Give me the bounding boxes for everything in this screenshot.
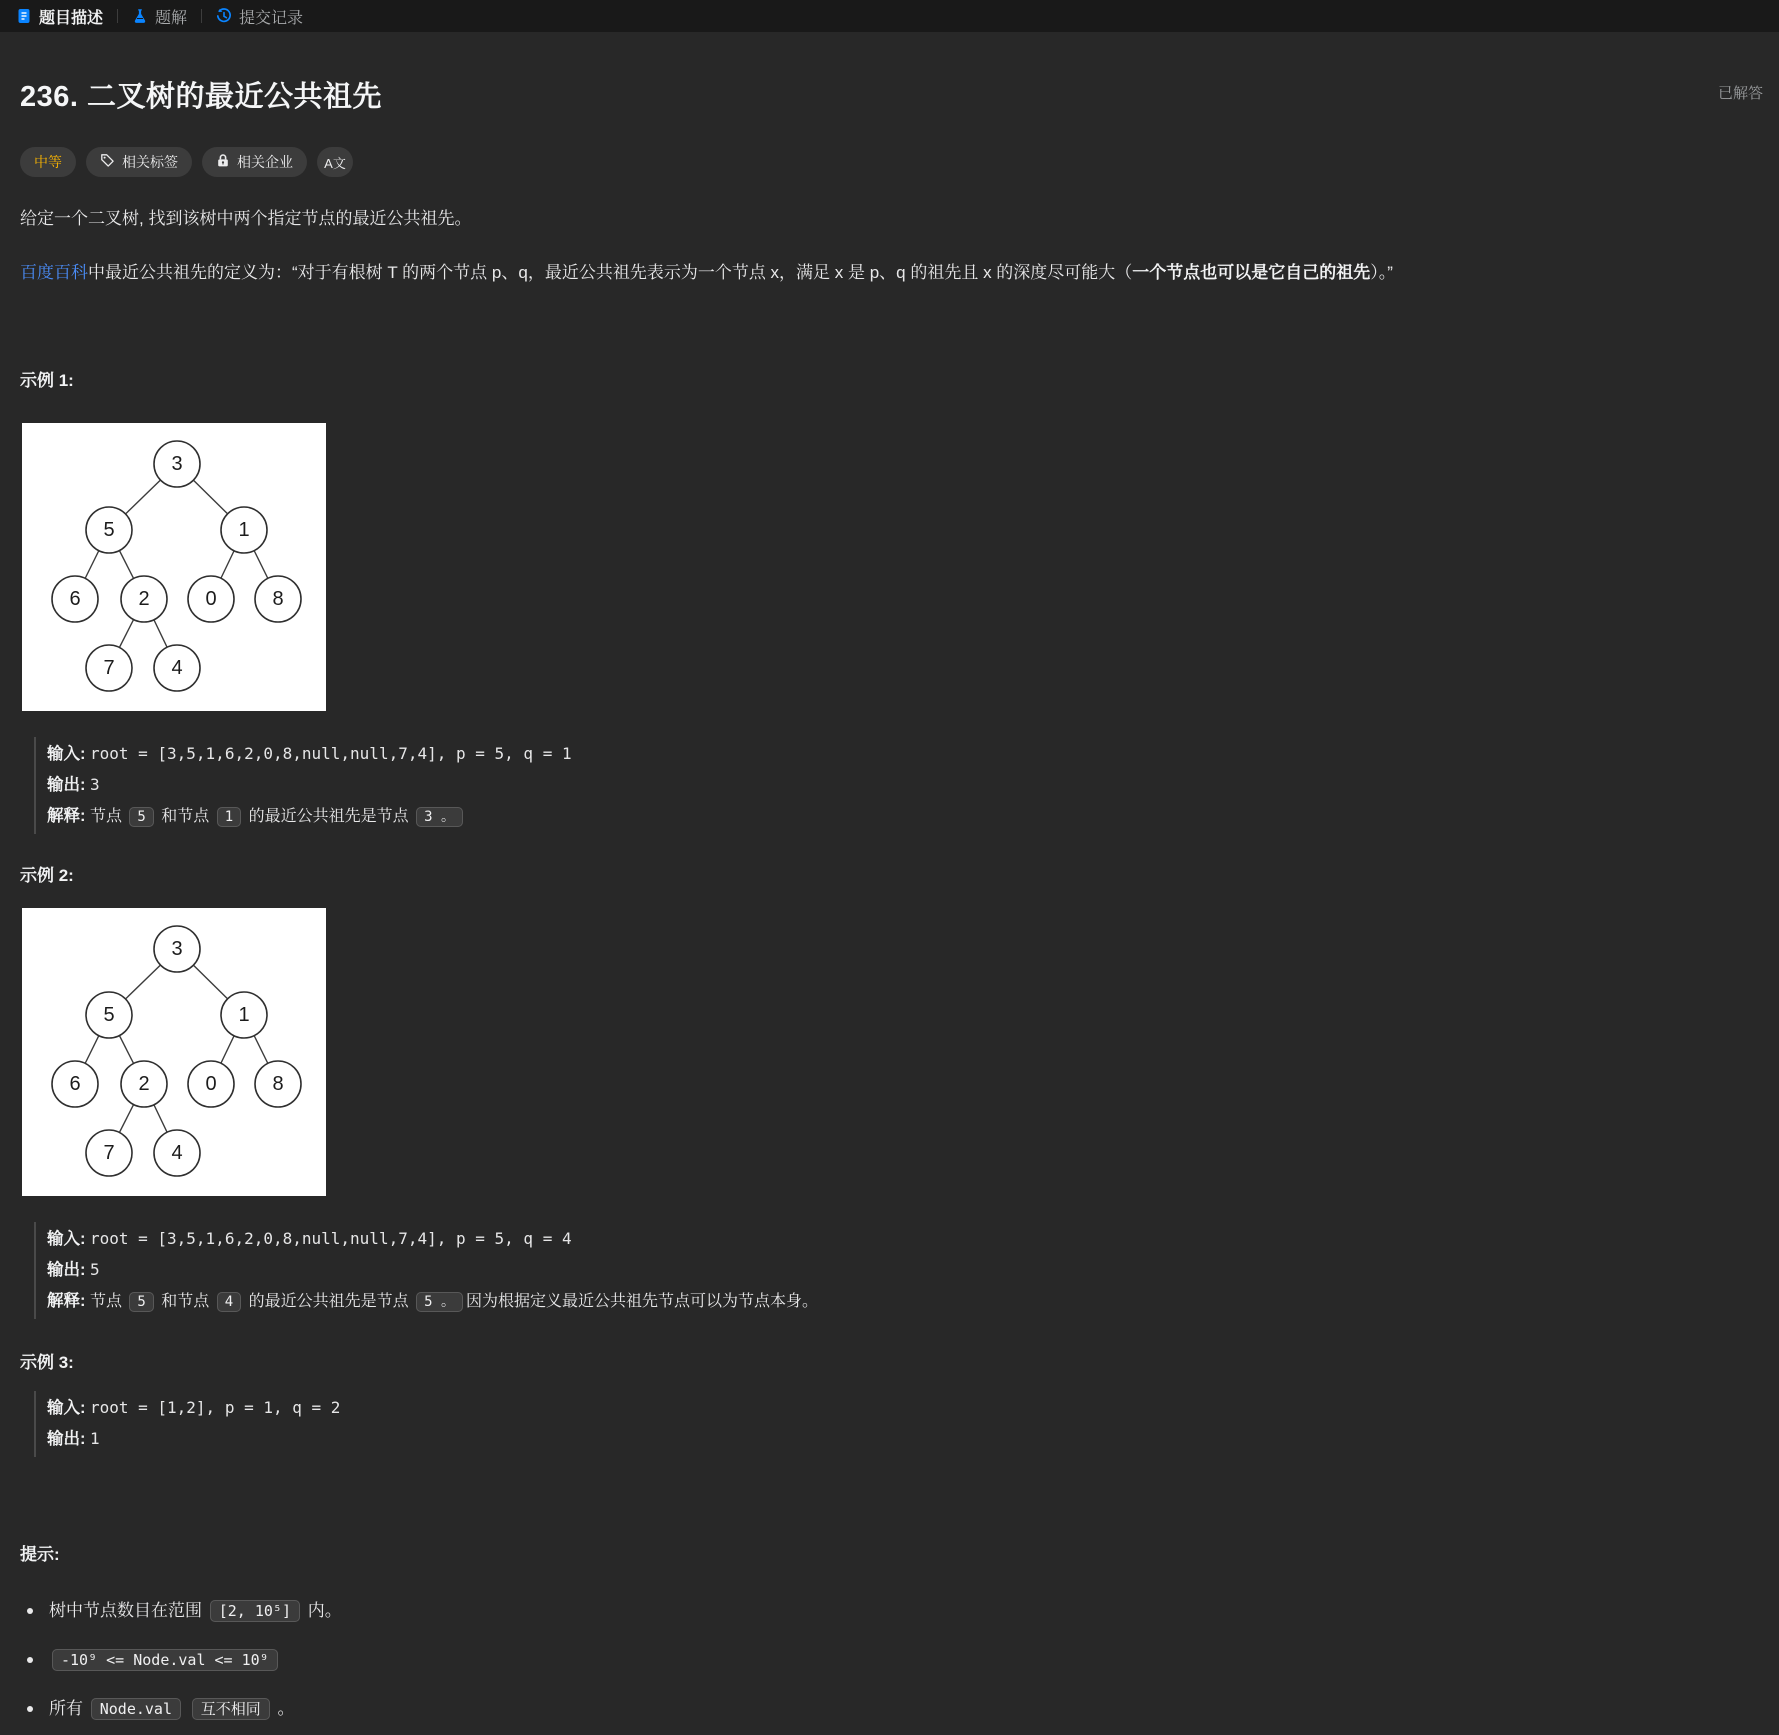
explanation-line (47, 801, 1759, 832)
tab-label: 题目描述 (39, 9, 104, 27)
svg-text:7: 7 (103, 1142, 115, 1164)
tab-label: 题解 (155, 9, 188, 27)
example-2-block (34, 1222, 1759, 1319)
hint-item (20, 1597, 1759, 1625)
inline-code: Node.val (91, 1698, 181, 1720)
badge-label: 相关企业 (237, 154, 293, 170)
translate-button[interactable]: A文 (317, 147, 353, 177)
svg-text:8: 8 (272, 588, 284, 610)
input-line (47, 1224, 1759, 1255)
definition-paragraph (20, 261, 1759, 285)
inline-code: 5 (129, 807, 153, 827)
svg-text:4: 4 (171, 1142, 183, 1164)
example-1-heading: 示例 1: (20, 371, 74, 390)
input-label: 输入: (47, 1230, 86, 1248)
explanation-label: 解释: (47, 1292, 86, 1310)
svg-text:6: 6 (69, 588, 81, 610)
input-value: root = [3,5,1,6,2,0,8,null,null,7,4], p = 5, q = 4 (89, 1229, 572, 1248)
hint-text (49, 1597, 342, 1625)
example-1-tree-image (22, 423, 326, 711)
inline-code: [2, 10⁵] (210, 1600, 300, 1622)
inline-code: -10⁹ <= Node.val <= 10⁹ (52, 1649, 278, 1671)
svg-text:5: 5 (103, 1004, 115, 1026)
svg-text:0: 0 (205, 1073, 217, 1095)
baidu-baike-link[interactable]: 百度百科 (20, 263, 88, 282)
inline-code: 1 (217, 807, 241, 827)
text-segment (184, 1699, 189, 1718)
bold-text: 一个节点也可以是它自己的祖先 (1132, 263, 1371, 282)
inline-code: 5 。 (416, 1292, 463, 1312)
text-segment: 节点 (89, 1293, 127, 1310)
explanation-text (90, 1293, 818, 1310)
example-2-tree-image (22, 908, 326, 1196)
svg-text:1: 1 (238, 1004, 250, 1026)
binary-tree-svg (22, 908, 326, 1196)
text-segment: 和节点 (156, 1293, 214, 1310)
input-label: 输入: (47, 1399, 86, 1417)
tab-solutions[interactable] (128, 5, 191, 28)
inline-code: 5 (129, 1292, 153, 1312)
solved-status-badge: 已解答 (1717, 85, 1763, 102)
tag-icon (100, 153, 115, 171)
text-segment: 因为根据定义最近公共祖先节点可以为节点本身。 (465, 1293, 818, 1310)
output-value: 1 (89, 1429, 100, 1448)
inline-code: 3 。 (416, 807, 463, 827)
tab-bar (0, 0, 1779, 32)
inline-code: 4 (217, 1292, 241, 1312)
tab-submissions[interactable] (212, 5, 307, 28)
example-2-heading: 示例 2: (20, 866, 74, 885)
inline-code: 互不相同 (192, 1698, 270, 1720)
svg-text:2: 2 (138, 1073, 150, 1095)
svg-text:3: 3 (171, 938, 183, 960)
svg-text:2: 2 (138, 588, 150, 610)
input-line (47, 1393, 1759, 1424)
example-1-block (34, 737, 1759, 834)
bullet-icon (27, 1608, 33, 1614)
input-label: 输入: (47, 745, 86, 763)
hints-heading: 提示: (20, 1545, 60, 1564)
document-icon (16, 8, 32, 24)
text-segment: 和节点 (156, 808, 214, 825)
explanation-label: 解释: (47, 807, 86, 825)
explanation-text (90, 808, 466, 825)
svg-text:0: 0 (205, 588, 217, 610)
bullet-icon (27, 1706, 33, 1712)
badge-row (20, 147, 1759, 177)
example-3-heading: 示例 3: (20, 1353, 74, 1372)
svg-text:5: 5 (103, 519, 115, 541)
text-segment: 树中节点数目在范围 (49, 1601, 207, 1620)
svg-text:7: 7 (103, 657, 115, 679)
related-companies-button[interactable] (202, 147, 307, 177)
hint-list (20, 1597, 1759, 1723)
difficulty-badge[interactable]: 中等 (20, 147, 76, 177)
hint-item (20, 1695, 1759, 1723)
text-segment: 的最近公共祖先是节点 (244, 1293, 414, 1310)
svg-text:3: 3 (171, 453, 183, 475)
binary-tree-svg (22, 423, 326, 711)
tab-divider (117, 9, 118, 23)
tab-divider (201, 9, 202, 23)
hint-text (49, 1646, 281, 1674)
text-segment: 节点 (89, 808, 127, 825)
bullet-icon (27, 1657, 33, 1663)
svg-text:1: 1 (238, 519, 250, 541)
output-line (47, 770, 1759, 801)
text-segment: 内。 (302, 1601, 342, 1620)
output-label: 输出: (47, 776, 86, 794)
input-value: root = [1,2], p = 1, q = 2 (89, 1398, 341, 1417)
hint-item (20, 1646, 1759, 1674)
tab-label: 提交记录 (239, 9, 304, 27)
svg-text:4: 4 (171, 657, 183, 679)
problem-intro: 给定一个二叉树, 找到该树中两个指定节点的最近公共祖先。 (20, 209, 472, 228)
badge-label: 相关标签 (122, 154, 178, 170)
output-line (47, 1255, 1759, 1286)
title-row (20, 74, 1763, 115)
page-title: 236. 二叉树的最近公共祖先 (20, 81, 382, 113)
output-line (47, 1424, 1759, 1455)
text-segment: 。 (272, 1699, 295, 1718)
output-value: 5 (89, 1260, 100, 1279)
input-value: root = [3,5,1,6,2,0,8,null,null,7,4], p = 5, q = 1 (89, 744, 572, 763)
svg-text:6: 6 (69, 1073, 81, 1095)
history-icon (216, 8, 232, 24)
problem-content (0, 74, 1779, 1735)
related-tags-button[interactable] (86, 147, 192, 177)
output-label: 输出: (47, 1430, 86, 1448)
output-value: 3 (89, 775, 100, 794)
svg-text:8: 8 (272, 1073, 284, 1095)
text-segment: ）。” (1370, 263, 1393, 282)
text-segment: 中最近公共祖先的定义为：“对于有根树 T 的两个节点 p、q，最近公共祖先表示为一个节点 x，满足 x 是 p、q 的祖先且 x 的深度尽可能大（ (88, 263, 1133, 282)
tab-problem-description[interactable] (12, 5, 107, 28)
output-label: 输出: (47, 1261, 86, 1279)
input-line (47, 739, 1759, 770)
hint-text (49, 1695, 294, 1723)
text-segment: 所有 (49, 1699, 88, 1718)
example-3-block (34, 1391, 1759, 1457)
explanation-line (47, 1286, 1759, 1317)
lock-icon (216, 153, 230, 171)
flask-icon (132, 8, 148, 24)
text-segment: 的最近公共祖先是节点 (244, 808, 414, 825)
